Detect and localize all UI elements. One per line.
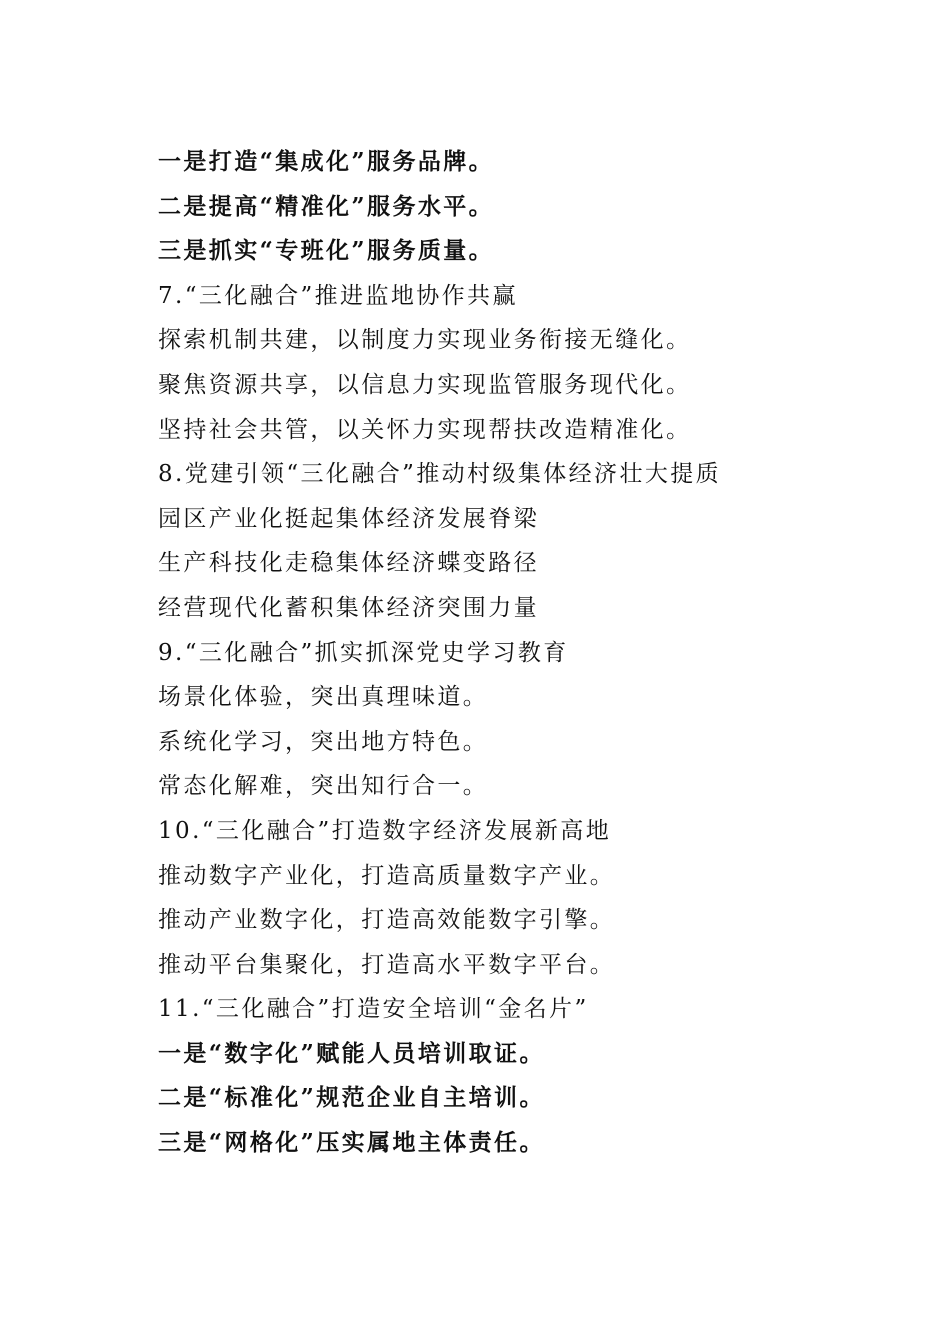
section-heading: 9.“三化融合”抓实抓深党史学习教育: [158, 639, 569, 666]
text-line: 二是提高“精准化”服务水平。: [158, 192, 495, 220]
section-heading: 7.“三化融合”推进监地协作共赢: [158, 282, 518, 309]
text-line: 场景化体验，突出真理味道。: [158, 684, 489, 711]
text-line: 园区产业化挺起集体经济发展脊梁: [158, 505, 539, 532]
document-body: [158, 140, 918, 1166]
text-line: 系统化学习，突出地方特色。: [158, 728, 489, 755]
section-heading: 8.党建引领“三化融合”推动村级集体经济壮大提质: [158, 461, 722, 488]
text-line: 聚焦资源共享，以信息力实现监管服务现代化。: [158, 371, 692, 398]
text-line: 一是“数字化”赋能人员培训取证。: [158, 1039, 545, 1067]
text-line: 推动平台集聚化，打造高水平数字平台。: [158, 951, 616, 978]
text-line: 一是打造“集成化”服务品牌。: [158, 148, 495, 175]
text-line: 三是抓实“专班化”服务质量。: [158, 237, 495, 265]
text-line: 推动数字产业化，打造高质量数字产业。: [158, 862, 616, 889]
text-line: 经营现代化蓄积集体经济突围力量: [158, 594, 539, 621]
section-heading: 10.“三化融合”打造数字经济发展新高地: [158, 817, 612, 844]
text-line: 二是“标准化”规范企业自主培训。: [158, 1084, 545, 1112]
text-line: 生产科技化走稳集体经济蝶变路径: [158, 550, 539, 577]
text-line: 三是“网格化”压实属地主体责任。: [158, 1129, 545, 1157]
text-line: 坚持社会共管，以关怀力实现帮扶改造精准化。: [158, 416, 692, 443]
section-heading: 11.“三化融合”打造安全培训“金名片”: [158, 996, 589, 1023]
text-line: 推动产业数字化，打造高效能数字引擎。: [158, 907, 616, 934]
text-line: 常态化解难，突出知行合一。: [158, 773, 489, 800]
text-line: 探索机制共建，以制度力实现业务衔接无缝化。: [158, 327, 692, 354]
